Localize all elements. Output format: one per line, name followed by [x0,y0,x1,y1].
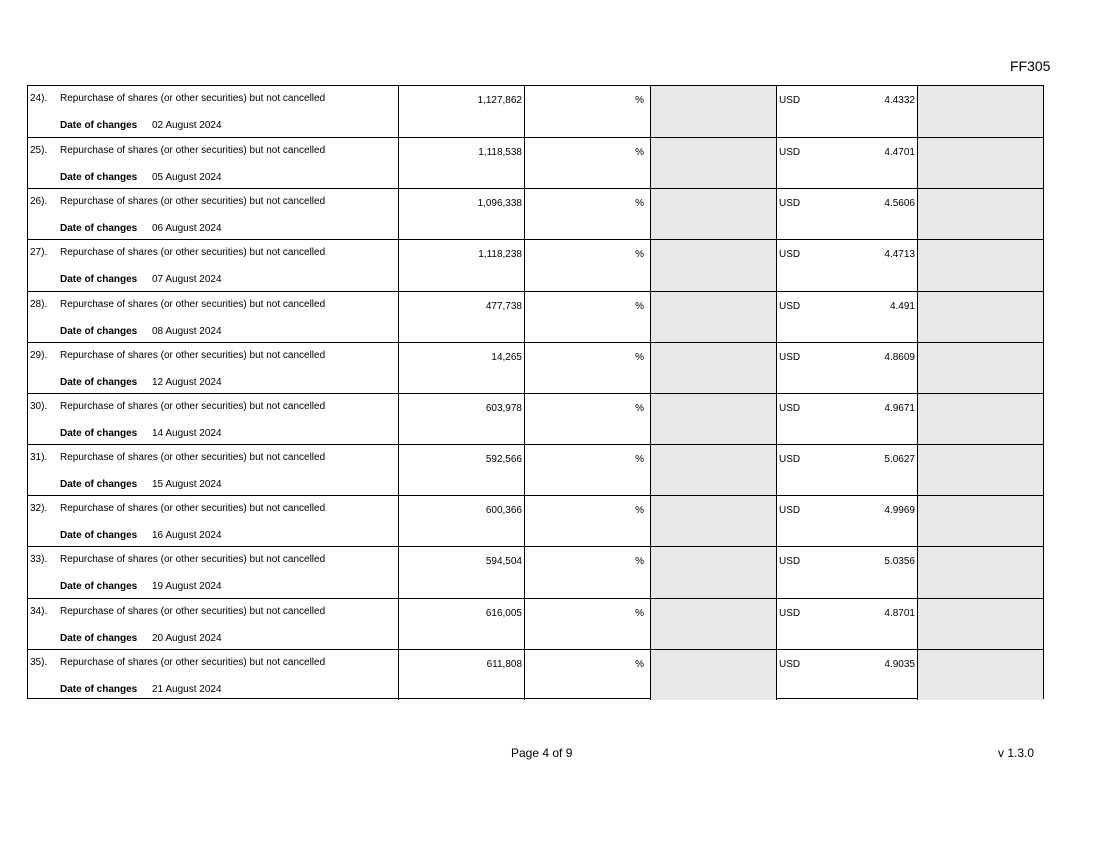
number-cell [398,292,524,342]
number-of-securities: 616,005 [485,607,522,619]
row-index: 25). [30,145,48,157]
row-description: Repurchase of shares (or other securities) but not cancelled [60,349,326,361]
shaded-cell [650,240,776,290]
number-of-securities: 611,808 [486,658,522,670]
percent-sign: % [635,147,644,159]
price-value: 4.491 [889,300,915,312]
date-of-changes-label: Date of changes [60,172,138,184]
price-value: 4.4701 [884,147,915,159]
price-cell [776,650,917,700]
shaded-cell [650,189,776,239]
row-description: Repurchase of shares (or other securities) but not cancelled [60,554,326,566]
shaded-cell [650,599,776,649]
date-of-changes-value: 14 August 2024 [152,427,222,439]
table-row [28,239,1043,290]
number-of-securities: 477,738 [485,300,522,312]
table-row [28,86,1043,137]
price-cell [776,240,917,290]
date-of-changes-value: 21 August 2024 [152,683,222,695]
price-value: 4.4713 [884,249,915,261]
table-row [28,342,1043,393]
table-row [28,291,1043,342]
row-description: Repurchase of shares (or other securities) but not cancelled [60,247,326,259]
description-cell [28,343,398,393]
date-of-changes-label: Date of changes [60,376,138,388]
percent-cell [524,343,650,393]
row-index: 32). [30,503,48,515]
date-of-changes-value: 07 August 2024 [152,274,222,286]
number-cell [398,445,524,495]
shaded-cell [917,547,1043,597]
row-description: Repurchase of shares (or other securities) but not cancelled [60,196,326,208]
table-row [28,495,1043,546]
version-label: v 1.3.0 [998,746,1035,760]
date-of-changes-label: Date of changes [60,479,138,491]
currency-code: USD [779,249,801,261]
date-of-changes-value: 19 August 2024 [152,581,222,593]
price-cell [776,394,917,444]
percent-cell [524,496,650,546]
number-of-securities: 600,366 [485,505,522,517]
shaded-cell [917,343,1043,393]
shaded-cell [917,394,1043,444]
currency-code: USD [779,607,801,619]
form-code: FF305 [1010,58,1051,74]
price-cell [776,496,917,546]
price-cell [776,547,917,597]
price-cell [776,292,917,342]
shaded-cell [650,343,776,393]
shaded-cell [650,496,776,546]
price-value: 4.5606 [884,198,915,210]
shaded-cell [917,445,1043,495]
date-of-changes-value: 02 August 2024 [152,120,222,131]
number-cell [398,394,524,444]
date-of-changes-value: 12 August 2024 [152,376,222,388]
table-row [28,649,1043,700]
table-row [28,546,1043,597]
shaded-cell [917,189,1043,239]
price-cell [776,599,917,649]
currency-code: USD [779,300,801,312]
price-cell [776,445,917,495]
date-of-changes-label: Date of changes [60,530,138,542]
shaded-cell [650,547,776,597]
number-cell [398,650,524,700]
percent-cell [524,547,650,597]
table-row [28,188,1043,239]
number-cell [398,547,524,597]
percent-cell [524,138,650,188]
date-of-changes-value: 15 August 2024 [152,479,222,491]
currency-code: USD [779,95,801,106]
percent-sign: % [635,658,644,670]
row-description: Repurchase of shares (or other securities) but not cancelled [60,93,326,104]
date-of-changes-value: 05 August 2024 [152,172,222,184]
description-cell [28,650,398,700]
date-of-changes-value: 08 August 2024 [152,325,222,337]
number-of-securities: 603,978 [485,402,522,414]
row-index: 27). [30,247,48,259]
price-cell [776,189,917,239]
description-cell [28,138,398,188]
shaded-cell [650,394,776,444]
description-cell [28,189,398,239]
percent-cell [524,189,650,239]
shaded-cell [917,240,1043,290]
number-cell [398,86,524,137]
date-of-changes-value: 06 August 2024 [152,223,222,235]
shaded-cell [650,445,776,495]
price-value: 4.9969 [884,505,915,517]
number-of-securities: 594,504 [485,556,522,568]
percent-sign: % [635,351,644,363]
description-cell [28,445,398,495]
row-index: 24). [30,93,48,104]
percent-sign: % [635,607,644,619]
row-description: Repurchase of shares (or other securities) but not cancelled [60,656,326,668]
number-of-securities: 14,265 [491,351,522,363]
date-of-changes-value: 16 August 2024 [152,530,222,542]
row-description: Repurchase of shares (or other securities) but not cancelled [60,298,326,310]
number-cell [398,496,524,546]
price-value: 4.4332 [884,95,915,106]
number-of-securities: 1,096,338 [477,198,522,210]
percent-cell [524,445,650,495]
row-description: Repurchase of shares (or other securities) but not cancelled [60,605,326,617]
percent-cell [524,240,650,290]
currency-code: USD [779,556,801,568]
row-index: 30). [30,400,48,412]
description-cell [28,547,398,597]
date-of-changes-label: Date of changes [60,120,138,131]
number-of-securities: 1,118,538 [478,147,522,159]
row-description: Repurchase of shares (or other securities) but not cancelled [60,400,326,412]
percent-sign: % [635,249,644,261]
percent-cell [524,650,650,700]
row-index: 28). [30,298,48,310]
price-cell [776,86,917,137]
currency-code: USD [779,198,801,210]
row-description: Repurchase of shares (or other securities) but not cancelled [60,452,326,464]
price-value: 4.9671 [884,402,915,414]
shaded-cell [650,650,776,700]
row-index: 35). [30,656,48,668]
row-description: Repurchase of shares (or other securities) but not cancelled [60,145,326,157]
currency-code: USD [779,454,801,466]
row-index: 34). [30,605,48,617]
description-cell [28,394,398,444]
date-of-changes-label: Date of changes [60,632,138,644]
currency-code: USD [779,351,801,363]
number-cell [398,189,524,239]
shaded-cell [650,292,776,342]
row-index: 31). [30,452,48,464]
currency-code: USD [779,658,801,670]
price-value: 4.9035 [884,658,915,670]
row-index: 26). [30,196,48,208]
number-cell [398,599,524,649]
percent-sign: % [635,300,644,312]
row-description: Repurchase of shares (or other securities) but not cancelled [60,503,326,515]
currency-code: USD [779,402,801,414]
row-index: 33). [30,554,48,566]
description-cell [28,496,398,546]
number-cell [398,343,524,393]
page-number: Page 4 of 9 [511,746,573,760]
price-value: 4.8609 [884,351,915,363]
description-cell [28,86,398,137]
date-of-changes-label: Date of changes [60,223,138,235]
date-of-changes-label: Date of changes [60,274,138,286]
shaded-cell [917,599,1043,649]
percent-sign: % [635,454,644,466]
number-cell [398,138,524,188]
shaded-cell [650,138,776,188]
percent-cell [524,292,650,342]
number-cell [398,240,524,290]
date-of-changes-label: Date of changes [60,427,138,439]
percent-sign: % [635,95,644,106]
percent-cell [524,599,650,649]
date-of-changes-value: 20 August 2024 [152,632,222,644]
percent-sign: % [635,198,644,210]
table-row [28,444,1043,495]
table-row [28,598,1043,649]
changes-table [27,85,1044,699]
price-cell [776,138,917,188]
number-of-securities: 592,566 [485,454,522,466]
price-value: 4.8701 [884,607,915,619]
description-cell [28,292,398,342]
shaded-cell [917,292,1043,342]
date-of-changes-label: Date of changes [60,325,138,337]
shaded-cell [917,496,1043,546]
shaded-cell [917,86,1043,137]
number-of-securities: 1,127,862 [477,95,522,106]
price-cell [776,343,917,393]
number-of-securities: 1,118,238 [478,249,522,261]
percent-sign: % [635,402,644,414]
price-value: 5.0627 [884,454,915,466]
percent-sign: % [635,556,644,568]
shaded-cell [917,650,1043,700]
date-of-changes-label: Date of changes [60,581,138,593]
percent-cell [524,394,650,444]
currency-code: USD [779,505,801,517]
description-cell [28,599,398,649]
row-index: 29). [30,349,48,361]
currency-code: USD [779,147,801,159]
date-of-changes-label: Date of changes [60,683,138,695]
table-row [28,393,1043,444]
table-row [28,137,1043,188]
description-cell [28,240,398,290]
shaded-cell [650,86,776,137]
percent-cell [524,86,650,137]
price-value: 5.0356 [884,556,915,568]
percent-sign: % [635,505,644,517]
shaded-cell [917,138,1043,188]
